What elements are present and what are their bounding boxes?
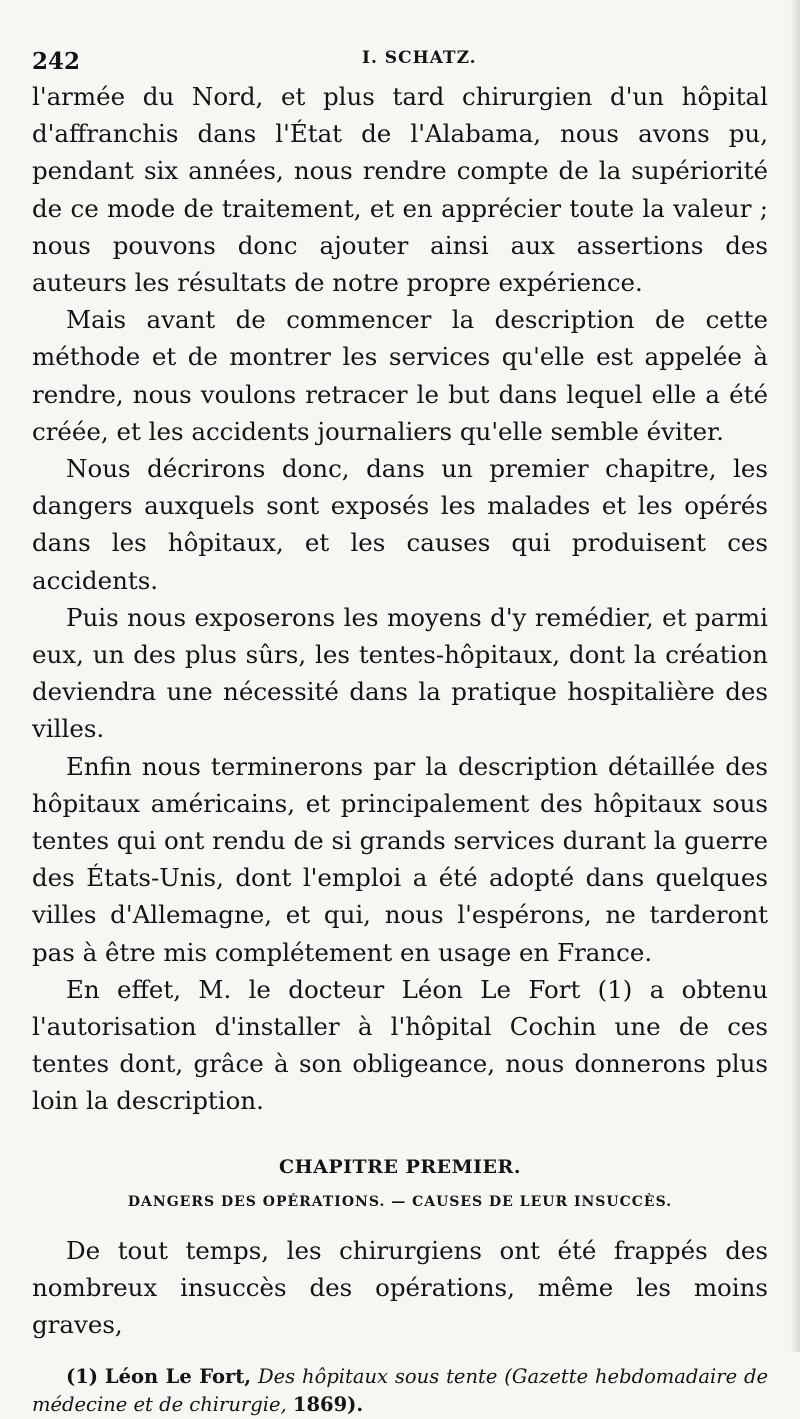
paragraph-2: Mais avant de commencer la description de cette méthode et de montrer les services qu'elle est appelée à rendre, nous voulons retracer le but dans lequel elle a été créée, et les accidents journaliers qu'elle semble éviter. [32,305,768,446]
chapter-title: CHAPITRE PREMIER. [279,1155,521,1178]
page-number: 242 [32,48,81,75]
chapter-subtitle: DANGERS DES OPÉRATIONS. — CAUSES DE LEUR INSUCCÈS. [127,1193,673,1210]
paragraph-6: En effet, M. le docteur Léon Le Fort (1) a obtenu l'autorisation d'installer à l'hôpital Cochin une de ces tentes dont, grâce à son obligeance, nous donnerons plus loin la description. [32,974,768,1116]
paragraph-3: Nous décrirons donc, dans un premier chapitre, les dangers auxquels sont exposés les malades et les opérés dans les hôpitaux, et les causes qui produisent ces accidents. [32,454,768,595]
footnote-year: 1869). [292,1393,364,1417]
body-text [32,78,768,1120]
page-header [32,38,768,78]
running-head: I. SCHATZ. [362,48,477,68]
chapter-body [32,1232,768,1344]
footnote-marker: (1) [66,1365,99,1389]
paragraph-1: l'armée du Nord, et plus tard chirurgien d'un hôpital d'affranchis dans l'État de l'Alabama, nous avons pu, pendant six années, nous rendre compte de la supériorité de ce mode de traitement, et en apprécier toute la valeur ; nous pouvons donc ajouter ainsi aux assertions des auteurs les résultats de notre propre expérience. [32,82,768,298]
footnote-journal: (Gazette hebdomadaire de médecine et de chirurgie, [32,1365,769,1417]
chapter-paragraph: De tout temps, les chirurgiens ont été frappés des nombreux insuccès des opérations, même les moins graves, [32,1235,768,1340]
footnote-author: Léon Le Fort, [104,1365,252,1389]
paragraph-4: Puis nous exposerons les moyens d'y remédier, et parmi eux, un des plus sûrs, les tentes-hôpitaux, dont la création deviendra une nécessité dans la pratique hospitalière des villes. [32,602,768,744]
page-edge-shadow [790,0,800,1352]
footnote [32,1363,768,1419]
paragraph-5: Enfin nous terminerons par la description détaillée des hôpitaux américains, et principalement des hôpitaux sous tentes qui ont rendu de si grands services durant la guerre des États-Unis, dont l'emploi a été adopté dans quelques villes d'Allemagne, et qui, nous l'espérons, ne tarderont pas à être mis complétement en usage en France. [32,751,768,967]
footnote-title: Des hôpitaux sous tente [257,1365,498,1389]
